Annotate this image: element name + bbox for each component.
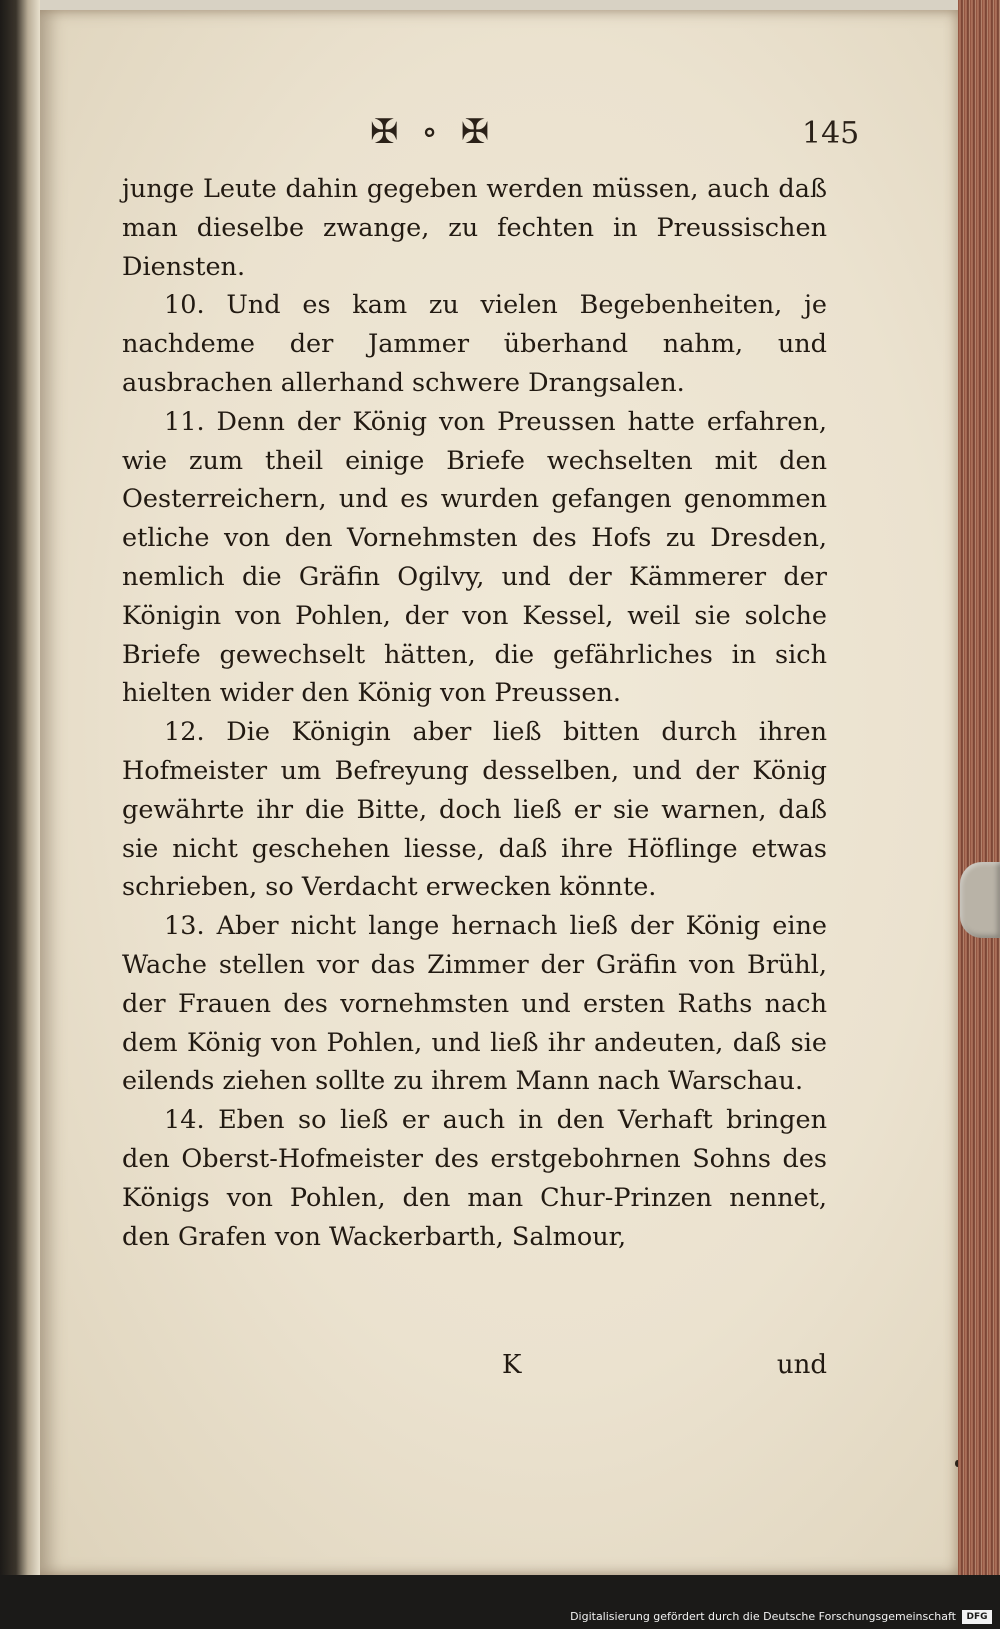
- verse-10: [122, 286, 827, 402]
- verse-14: [122, 1101, 827, 1256]
- book-clasp: [960, 862, 1000, 938]
- body-text: [122, 170, 827, 1256]
- verse-number: 12.: [164, 717, 205, 748]
- funding-credit: Digitalisierung gefördert durch die Deutsche Forschungsgemeinschaft: [570, 1610, 956, 1623]
- book-spine: [0, 0, 40, 1629]
- running-head: [80, 110, 860, 160]
- book-page: [40, 10, 960, 1575]
- verse-12: [122, 713, 827, 907]
- paragraph-text: Aber nicht lange hernach ließ der König eine Wache stellen vor das Zimmer der Gräfin von Brühl, der Frauen des vornehmsten und ersten Raths nach dem König von Pohlen, und ließ ihr andeuten, daß sie eilends ziehen sollte zu ihrem Mann nach Warschau.: [122, 911, 827, 1097]
- verse-13: [122, 907, 827, 1101]
- verse-number: 11.: [164, 406, 205, 437]
- paragraph-text: Und es kam zu vielen Begebenheiten, je nachdeme der Jammer überhand nahm, und ausbrachen allerhand schwere Drangsalen.: [122, 290, 827, 398]
- paragraph-continued: [122, 170, 827, 286]
- header-ornament: ✠ ∘ ✠: [370, 112, 496, 152]
- page-number: 145: [802, 116, 860, 151]
- verse-number: 13.: [164, 911, 205, 942]
- catchword: und: [776, 1350, 827, 1380]
- page-foot: [122, 1350, 827, 1390]
- paragraph-text: Denn der König von Preussen hatte erfahren, wie zum theil einige Briefe wechselten mit den Oesterreichern, und es wurden gefangen genommen etliche von den Vornehmsten des Hofs zu Dresden, nemlich die Gräfin Ogilvy, und der Kämmerer der Königin von Pohlen, der von Kessel, weil sie solche Briefe gewechselt hätten, die gefährliches in sich hielten wider den König von Preussen.: [122, 406, 827, 709]
- verse-number: 14.: [164, 1105, 205, 1136]
- paragraph-text: Eben so ließ er auch in den Verhaft bringen den Oberst-Hofmeister des erstgebohrnen Sohns des Königs von Pohlen, den man Chur-Prinzen nennet, den Grafen von Wackerbarth, Salmour,: [122, 1105, 827, 1252]
- verse-number: 10.: [164, 290, 205, 321]
- paragraph-text: Die Königin aber ließ bitten durch ihren Hofmeister um Befreyung desselben, und der König gewährte ihr die Bitte, doch ließ er sie warnen, daß sie nicht geschehen liesse, daß ihre Höflinge etwas schrieben, so Verdacht erwecken könnte.: [122, 717, 827, 903]
- paragraph-text: junge Leute dahin gegeben werden müssen, auch daß man dieselbe zwange, zu fechten in Preussischen Diensten.: [122, 174, 827, 282]
- verse-11: [122, 403, 827, 713]
- signature-mark: K: [502, 1350, 522, 1380]
- digitization-banner: [0, 1575, 1000, 1629]
- page-block-edge: [958, 0, 1000, 1600]
- dfg-logo: DFG: [962, 1610, 992, 1624]
